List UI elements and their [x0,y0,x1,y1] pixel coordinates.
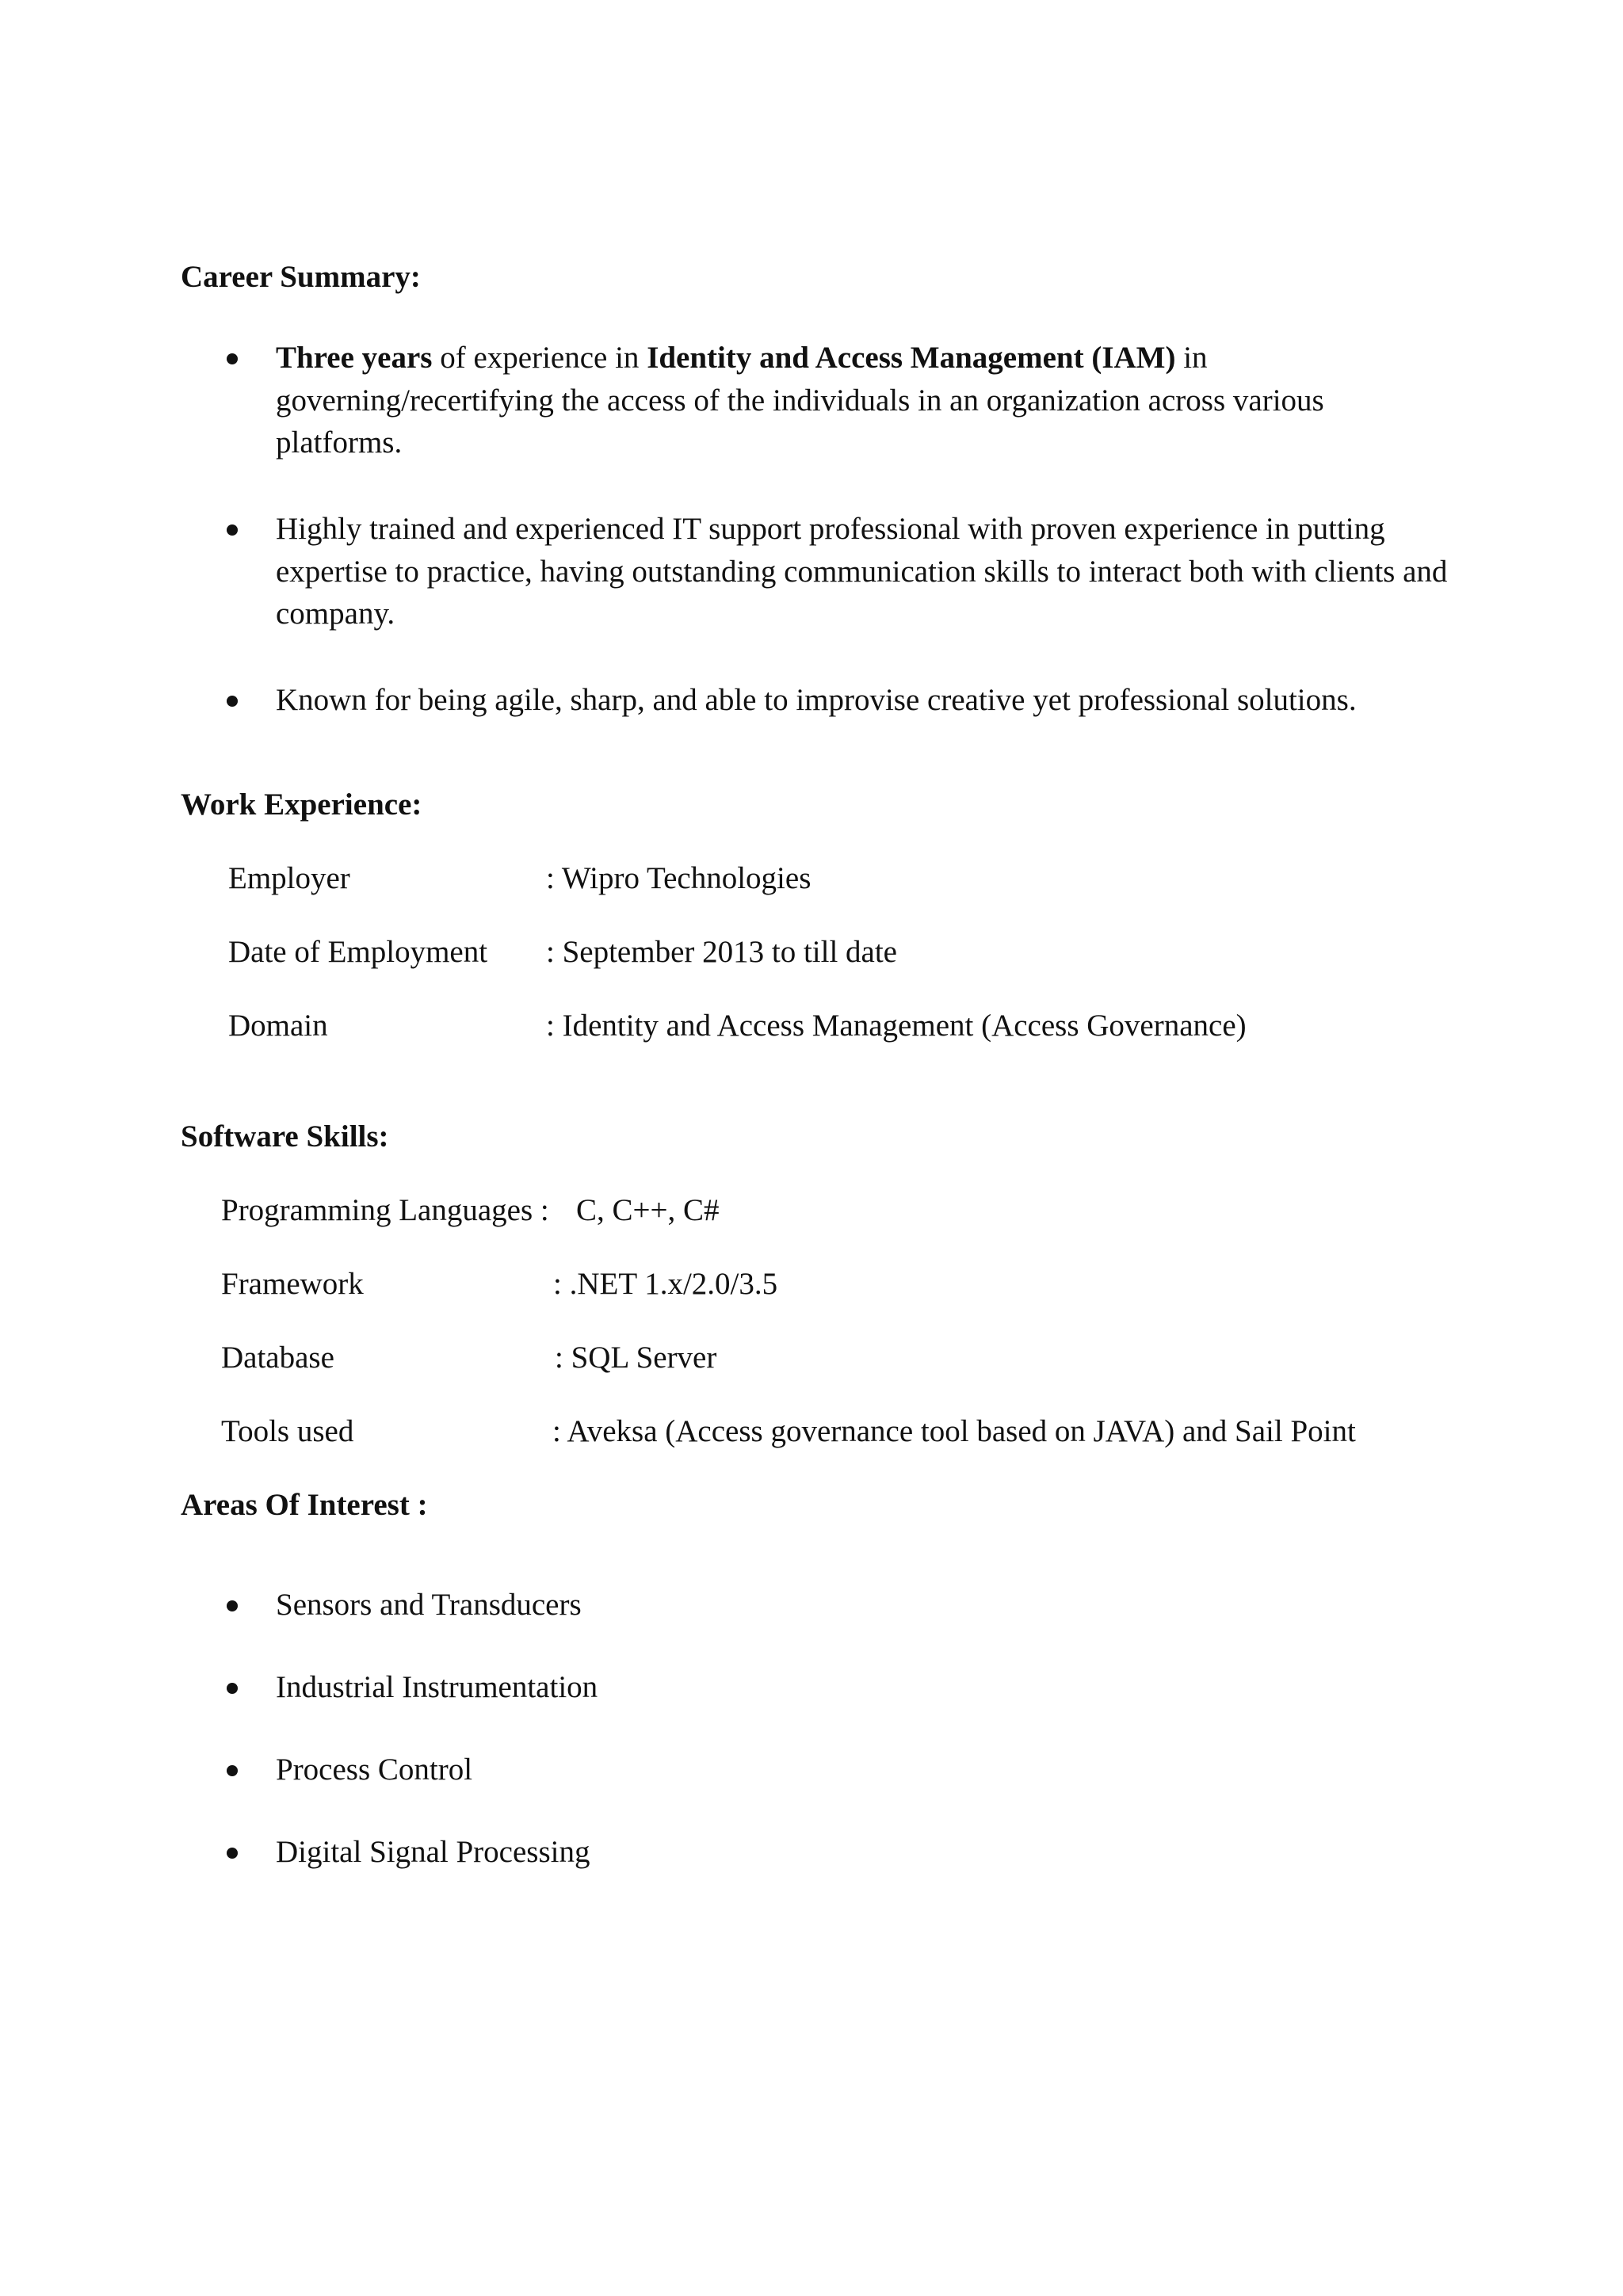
bullet-icon [227,524,238,536]
bullet-icon [227,1600,238,1611]
field-value: C, C++, C# [576,1193,720,1227]
highlight-text: Identity and Access Management (IAM) [647,341,1176,375]
field-value: : September 2013 to till date [546,935,897,969]
bullet-icon [227,1765,238,1776]
areas-of-interest-heading: Areas Of Interest : [181,1488,428,1522]
body-text: Highly trained and experienced IT support professional with proven experience in putting expertise to practice, having outstanding communication skills to interact both with clients and company. [276,512,1448,631]
field-value: : Wipro Technologies [546,861,812,895]
field-label: Tools used [221,1414,354,1448]
career-summary-heading: Career Summary: [181,260,421,294]
body-text: of experience in [432,341,647,375]
field-label: Programming Languages : [221,1193,549,1227]
interest-text: Sensors and Transducers [276,1588,582,1622]
bullet-icon [227,696,238,707]
interest-text: Process Control [276,1753,473,1787]
software-skills-heading: Software Skills: [181,1119,389,1154]
highlight-text: Three years [276,341,433,375]
career-summary-text [276,508,1449,635]
field-label: Domain [228,1009,328,1043]
body-text: in governing/recertifying the access of the individuals in an organization across various platforms. [276,341,1324,460]
career-summary-text [276,679,1449,722]
field-label: Employer [228,861,350,895]
career-summary-text [276,337,1449,464]
bullet-icon [227,1683,238,1694]
body-text: Known for being agile, sharp, and able to improvise creative yet professional solutions. [276,683,1357,717]
interest-text: Digital Signal Processing [276,1835,590,1869]
field-value: : Identity and Access Management (Access Governance) [546,1009,1247,1043]
field-value: : .NET 1.x/2.0/3.5 [553,1267,778,1301]
field-label: Database [221,1341,334,1375]
field-value: : Aveksa (Access governance tool based on JAVA) and Sail Point [552,1414,1356,1448]
interest-text: Industrial Instrumentation [276,1670,598,1704]
field-value: : SQL Server [555,1341,717,1375]
bullet-icon [227,353,238,364]
field-label: Framework [221,1267,364,1301]
field-label: Date of Employment [228,935,488,969]
work-experience-heading: Work Experience: [181,788,422,822]
bullet-icon [227,1848,238,1859]
